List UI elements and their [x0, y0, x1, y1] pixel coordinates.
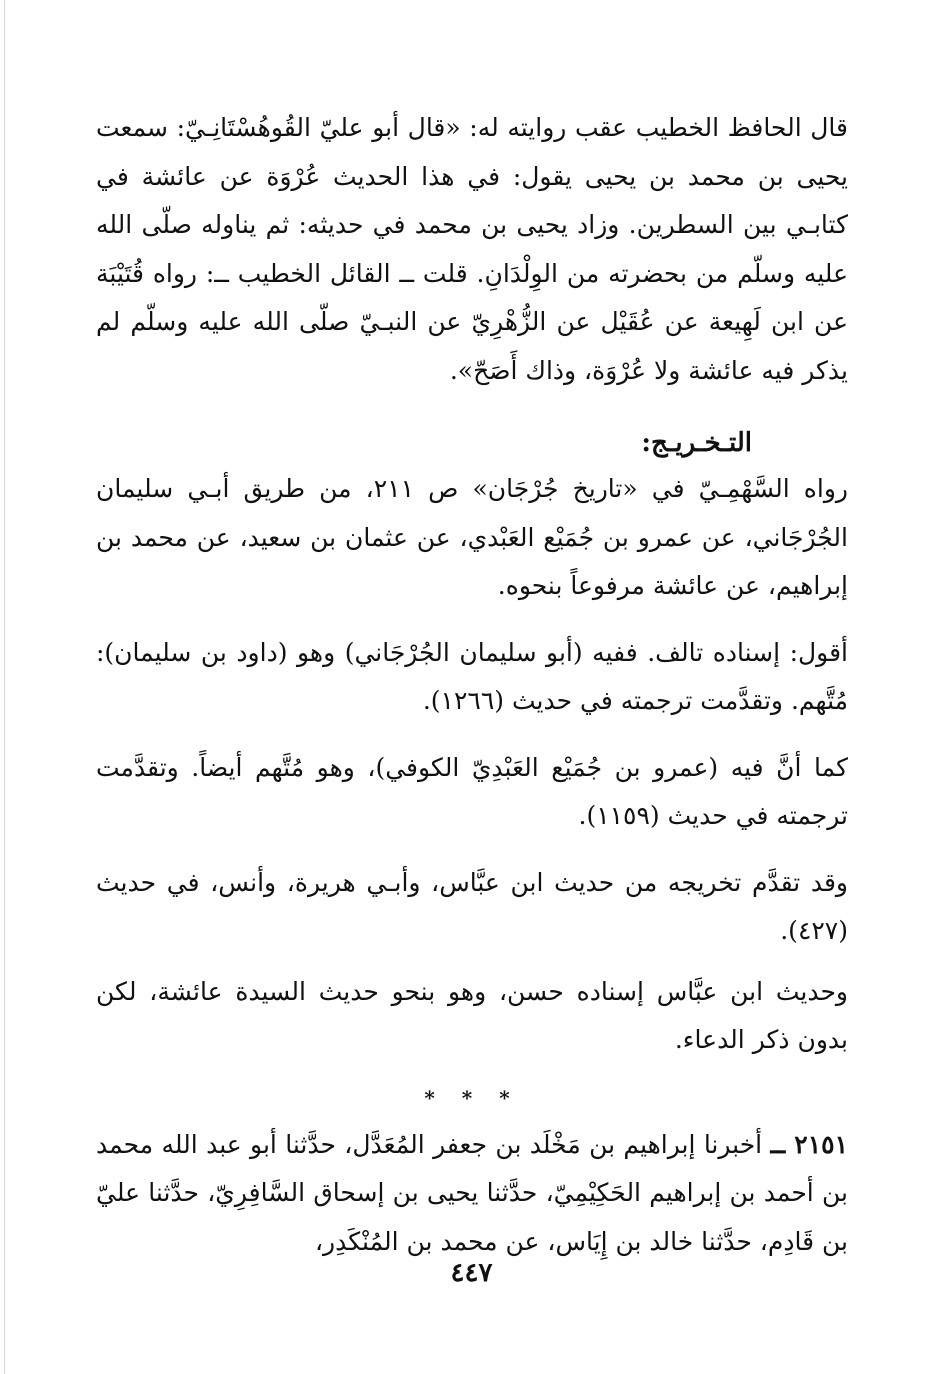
paragraph-ibn-abbas-hadith: وحديث ابن عبَّاس إسناده حسن، وهو بنحو حديث السيدة عائشة، لكن بدون ذكر الدعاء.	[96, 976, 848, 1054]
section-separator-stars: * * *	[424, 1085, 520, 1110]
paragraph-takhrij: رواه السَّهْمِـيّ في «تاريخ جُرْجَان» ص ٢١١، من طريق أبـي سليمان الجُرْجَاني، عن عمرو بن جُمَيْع العَبْدي، عن عثمان بن سعيد، عن محمد بن إبراهيم، عن عائشة مرفوعاً بنحوه.	[96, 474, 848, 600]
paragraph-isnad-judgement: أقول: إسناده تالف. ففيه (أبو سليمان الجُرْجَاني) وهو (داود بن سليمان): مُتَّهم. وتقدَّمت ترجمته في حديث (١٢٦٦).	[96, 637, 848, 715]
page-body	[96, 104, 848, 1266]
paragraph-khatib-quote: قال الحافظ الخطيب عقب روايته له: «قال أبو عليّ القُوهُسْتَانِـيّ: سمعت يحيى بن محمد بن يحيى يقول: في هذا الحديث عُرْوَة عن عائشة في كتابـي بين السطرين. وزاد يحيى بن محمد في حديثه: ثم يناوله صلّى الله عليه وسلّم من بحضرته من الوِلْدَانِ. قلت ــ القائل الخطيب ــ: رواه قُتَيْبَة عن ابن لَهِيعة عن عُقَيْل عن الزُّهْرِيّ عن النبـيّ صلّى الله عليه وسلّم لم يذكر فيه عائشة ولا عُرْوَة، وذاك أَصَحّ».	[96, 113, 848, 385]
scan-edge-line	[4, 0, 5, 1374]
section-heading-takhrij: التـخـريـج:	[641, 428, 752, 458]
hadith-number: ٢١٥١ ــ	[770, 1129, 848, 1159]
paragraph-cross-reference: وقد تقدَّم تخريجه من حديث ابن عبَّاس، وأبـي هريرة، وأنس، في حديث (٤٢٧).	[96, 867, 848, 945]
paragraph-narrator-note: كما أنَّ فيه (عمرو بن جُمَيْع العَبْدِيّ الكوفي)، وهو مُتَّهم أيضاً. وتقدَّمت ترجمته في حديث (١١٥٩).	[96, 752, 848, 830]
page-number: ٤٤٧	[450, 1258, 493, 1288]
hadith-isnad-text: أخبرنا إبراهيم بن مَخْلَد بن جعفر المُعَدَّل، حدَّثنا أبو عبد الله محمد بن أحمد بن إبراهيم الحَكِيْمِيّ، حدَّثنا يحيى بن إسحاق السَّافِرِيّ، حدَّثنا عليّ بن قَادِم، حدَّثنا خالد بن إِيَاس، عن محمد بن المُنْكَدِر،	[96, 1129, 848, 1256]
paragraph-hadith-2151	[96, 1121, 848, 1267]
